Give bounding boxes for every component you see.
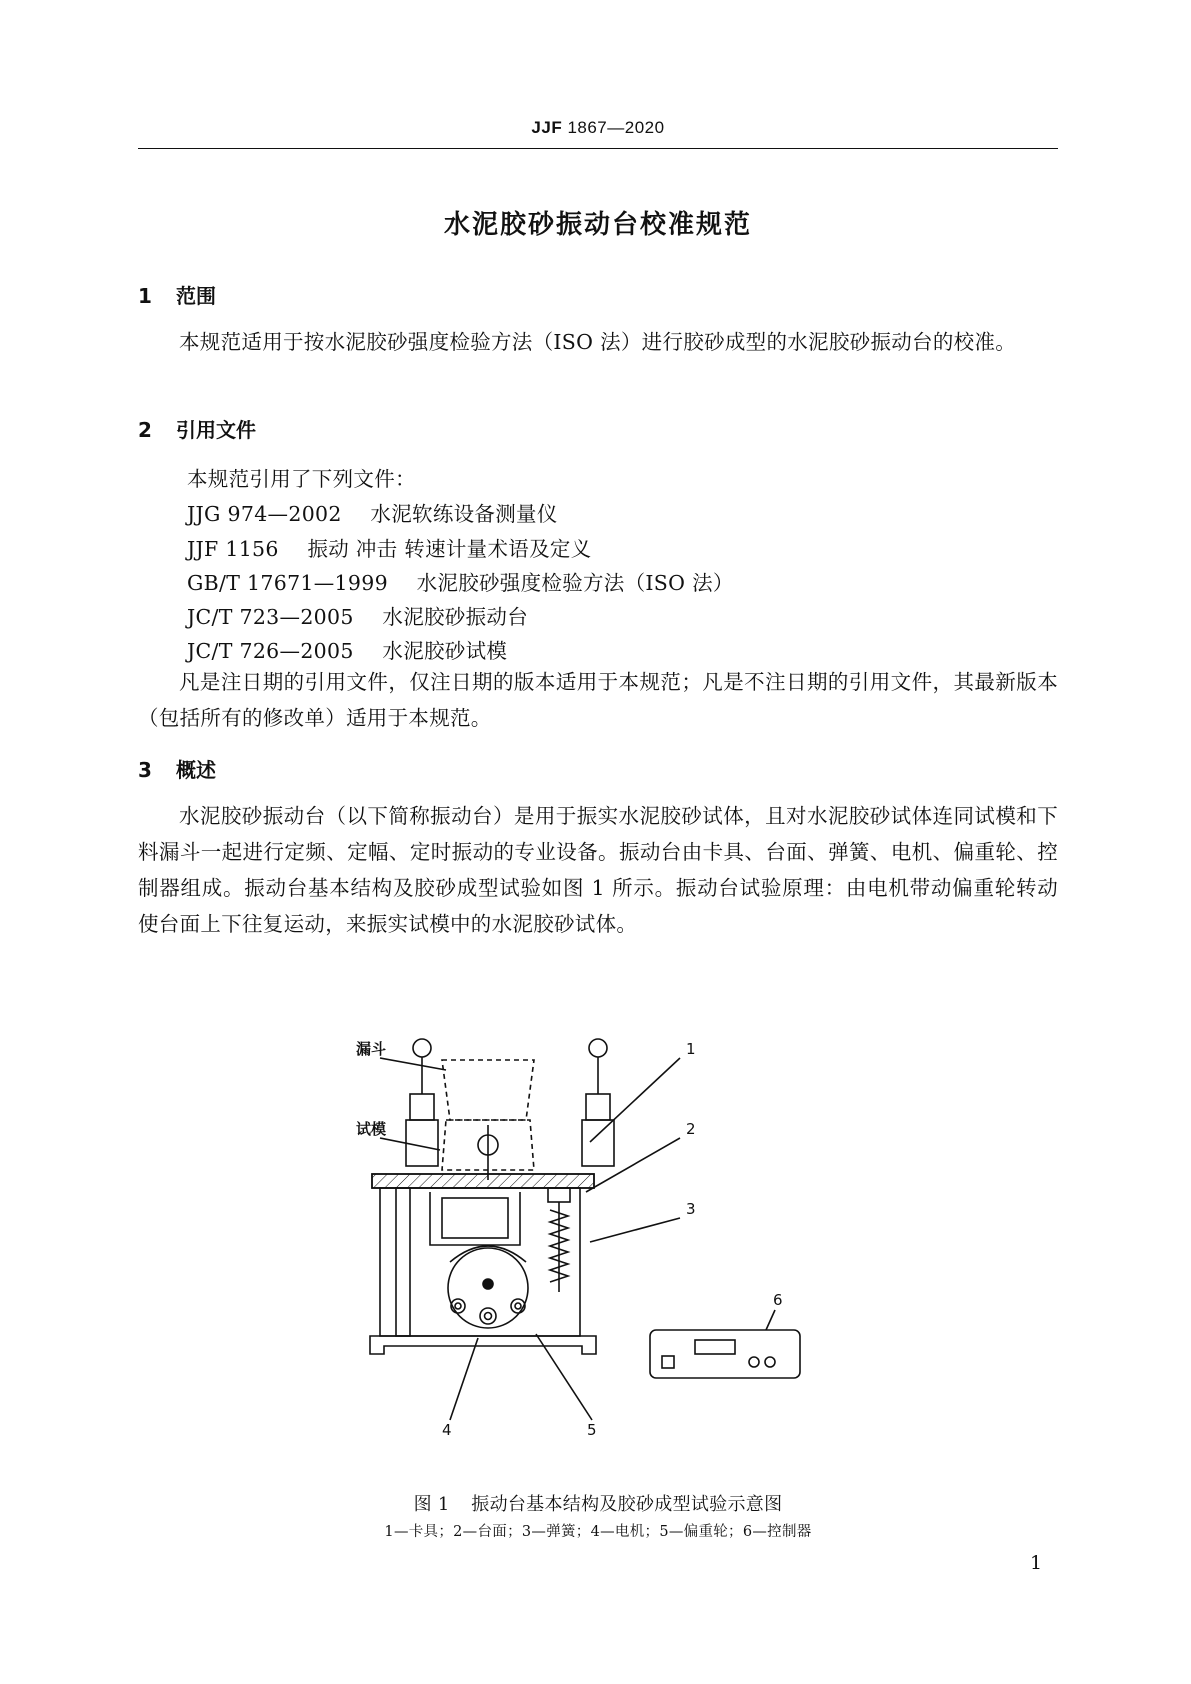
controller [650,1330,800,1378]
reference-code: JJF 1156 [187,537,279,561]
leader-1 [590,1058,680,1142]
reference-code: JC/T 726—2005 [187,639,354,663]
reference-code: JC/T 723—2005 [187,605,354,629]
section-2-title: 引用文件 [176,418,256,442]
header-number: 1867—2020 [567,118,665,137]
label-2: 2 [686,1120,696,1138]
leader-funnel [380,1058,446,1070]
section-3-paragraph: 水泥胶砂振动台（以下简称振动台）是用于振实水泥胶砂试体，且对水泥胶砂试体连同试模和下料漏斗一起进行定频、定幅、定时振动的专业设备。振动台由卡具、台面、弹簧、电机、偏重轮、控制器组成。振动台基本结构及胶砂成型试验如图 1 所示。振动台试验原理：由电机带动偏重轮转动使台面上下往复运动，来振实试模中的水泥胶砂试体。 [138,804,1058,936]
reference-title: 水泥胶砂试模 [382,639,508,663]
figure-legend: 1—卡具；2—台面；3—弹簧；4—电机；5—偏重轮；6—控制器 [384,1524,812,1540]
mold-center [478,1125,498,1180]
leader-3 [590,1218,680,1242]
figure-caption-number: 图 1 [413,1494,450,1515]
reference-item [187,634,507,664]
reference-item [187,532,591,562]
label-1: 1 [686,1040,696,1058]
label-5: 5 [587,1421,597,1439]
section-3-title: 概述 [176,758,216,782]
table-top [372,1174,594,1188]
reference-code: JJG 974—2002 [187,502,342,526]
reference-item [187,497,558,527]
page-header [138,118,1058,138]
leader-2 [586,1138,680,1192]
leader-4 [450,1338,478,1420]
vibration-frame [370,1188,596,1354]
spring [548,1188,570,1292]
figure-caption-text: 振动台基本结构及胶砂成型试验示意图 [471,1494,783,1515]
reference-code: GB/T 17671—1999 [187,571,388,595]
motor [448,1246,528,1328]
section-1-title: 范围 [176,284,216,308]
reference-item [187,600,528,630]
header-prefix: JJF [531,118,563,137]
label-mold: 试模 [356,1120,387,1138]
reference-title: 振动 冲击 转速计量术语及定义 [307,537,592,561]
section-1-paragraph: 本规范适用于按水泥胶砂强度检验方法（ISO 法）进行胶砂成型的水泥胶砂振动台的校准。 [179,330,1017,354]
section-1-heading [138,280,216,309]
figure-caption [138,1490,1058,1516]
section-2-number: 2 [138,418,152,442]
references-note: 凡是注日期的引用文件，仅注日期的版本适用于本规范；凡是不注日期的引用文件，其最新版本（包括所有的修改单）适用于本规范。 [138,670,1058,730]
reference-title: 水泥软练设备测量仪 [370,502,558,526]
label-funnel: 漏斗 [356,1040,387,1058]
section-3-heading [138,754,216,783]
leader-mold [380,1138,440,1150]
section-2-heading [138,414,256,443]
page-number: 1 [1030,1552,1043,1574]
header-rule [138,148,1058,149]
label-6: 6 [773,1291,783,1309]
clamp-right [582,1039,614,1166]
label-4: 4 [442,1421,452,1439]
leader-6 [766,1310,775,1330]
document-title: 水泥胶砂振动台校准规范 [443,210,752,240]
section-3-number: 3 [138,758,152,782]
label-3: 3 [686,1200,696,1218]
reference-title: 水泥胶砂振动台 [382,605,528,629]
references-intro: 本规范引用了下列文件： [187,467,416,491]
reference-title: 水泥胶砂强度检验方法（ISO 法） [416,571,734,595]
reference-item [187,566,734,596]
section-1-number: 1 [138,284,152,308]
leader-5 [536,1334,592,1420]
figure-1-diagram [350,1030,870,1450]
